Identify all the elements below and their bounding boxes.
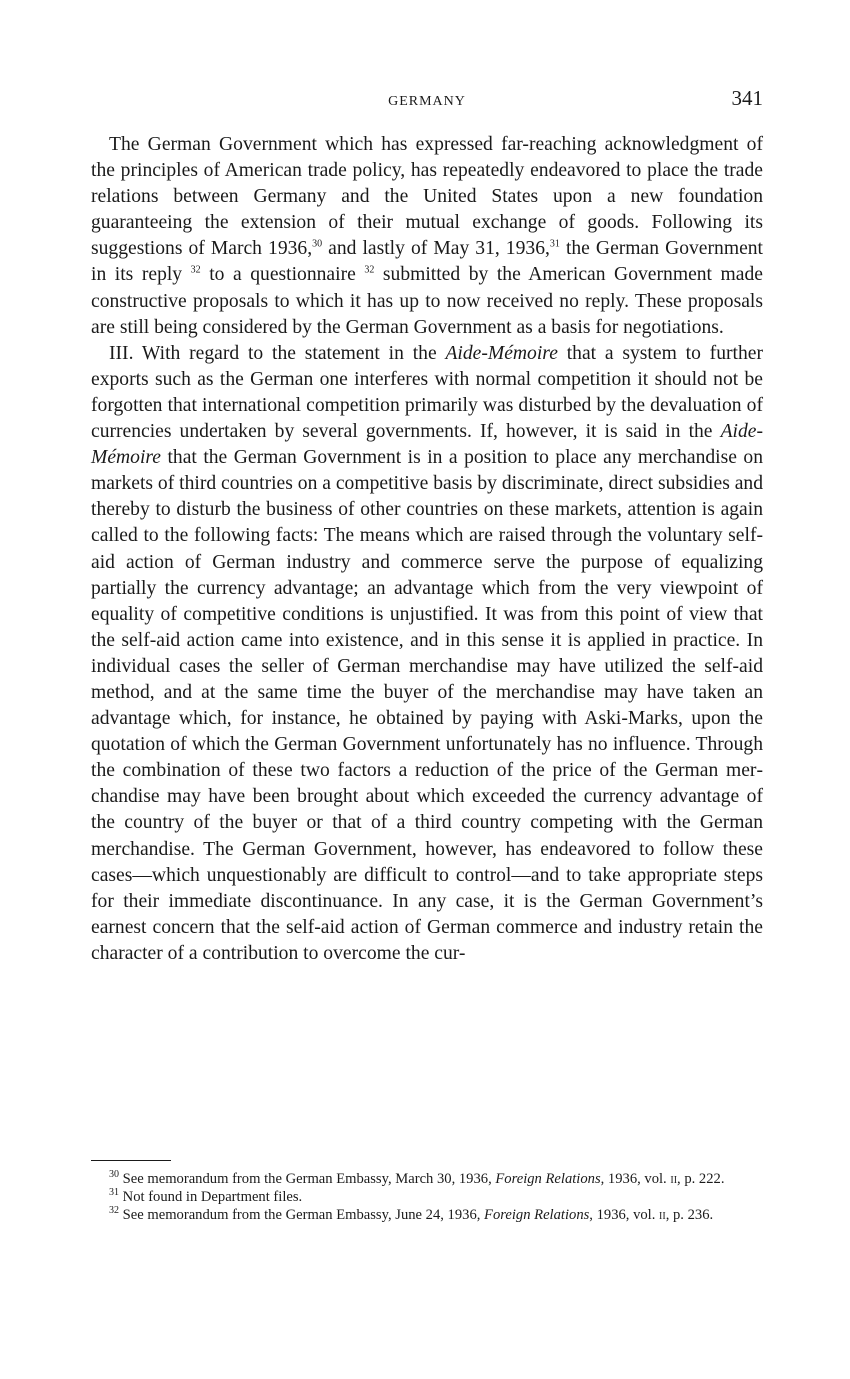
paragraph-section-iii: III. With regard to the statement in the Aide-Mémoire that a system to further exports such as the German one interferes with normal competition it should not be forgotten that international competition primarily was disturbed by the devaluation of currencies undertaken by several governments. If, however, it is said in the Aide-Mémoire that the German Government is in a position to place any merchandise on markets of third countries on a competitive basis by discriminate, direct subsidies and thereby to disturb the business of other countries on these markets, attention is again called to the following facts: The means which are raised through the voluntary self-aid action of German industry and commerce serve the purpose of equalizing partially the currency advantage; an advantage which from the very viewpoint of equality of competitive conditions is unjustified. It was from this point of view that the self-aid action came into existence, and in this sense it is applied in practice. In individual cases the seller of German merchandise may have utilized the self-aid method, and at the same time the buyer of the merchandise may have taken an advantage which, for instance, he obtained by paying with Aski-Marks, upon the quotation of which the German Government unfortunately has no influence. Through the combination of these two factors a reduction of the price of the German merchandise may have been brought about which exceeded the currency advantage of the country of the buyer or that of a third country competing with the German merchandise. The German Government, however, has endeavored to follow these cases—which unquestionably are difficult to control—and to take appropriate steps for their immediate discontinuance. In any case, it is the German Government’s earnest concern that the self-aid action of German commerce and industry retain the character of a contribution to overcome the cur- [91,342,764,964]
body-text [91,132,763,967]
page-number: 341 [731,86,763,110]
aide-memoire-term: Aide-Mémoire [91,421,763,469]
footnote-marker: 32 [109,1205,119,1217]
running-head: GERMANY [388,94,466,109]
aide-memoire-term: Aide-Mémoire [445,342,558,364]
footnote-31: $^{31}$ Not found in Department files. [109,1187,303,1206]
footnote-30: $^{30}$ See memorandum from the German Embassy, March 30, 1936, Foreign Relations, 1936, vol. ii, p. 222. [109,1169,725,1187]
footnote-ref-30: 30 [312,238,323,250]
footnote-rule [91,1160,171,1161]
footnote-marker: 31 [109,1187,119,1199]
page-header [91,86,763,116]
footnote-ref-32: 32 [190,264,201,276]
paragraph-trade-relations: The German Government which has expressed far-reaching acknowledgment of the principles of American trade policy, has repeatedly endeavored to place the trade relations between Germany and the United States upon a new foundation guaranteeing the extension of their mutual exchange of goods. Following its suggestions of March 1936,30 and lastly of May 31, 1936,31 the German Government in its reply $^{32}$ to a questionnaire $^{32}$ submitted by the American Government made constructive proposals to which it has up to now received no reply. These proposals are still being considered by the German Government as a basis for negotiations. [91,134,764,338]
footnotes [91,1170,763,1225]
footnote-marker: 30 [109,1169,119,1181]
footnote-ref-32: 32 [364,264,375,276]
footnote-ref-31: 31 [549,238,560,250]
footnote-32: $^{32}$ See memorandum from the German Embassy, June 24, 1936, Foreign Relations, 1936, vol. ii, p. 236. [109,1205,714,1224]
